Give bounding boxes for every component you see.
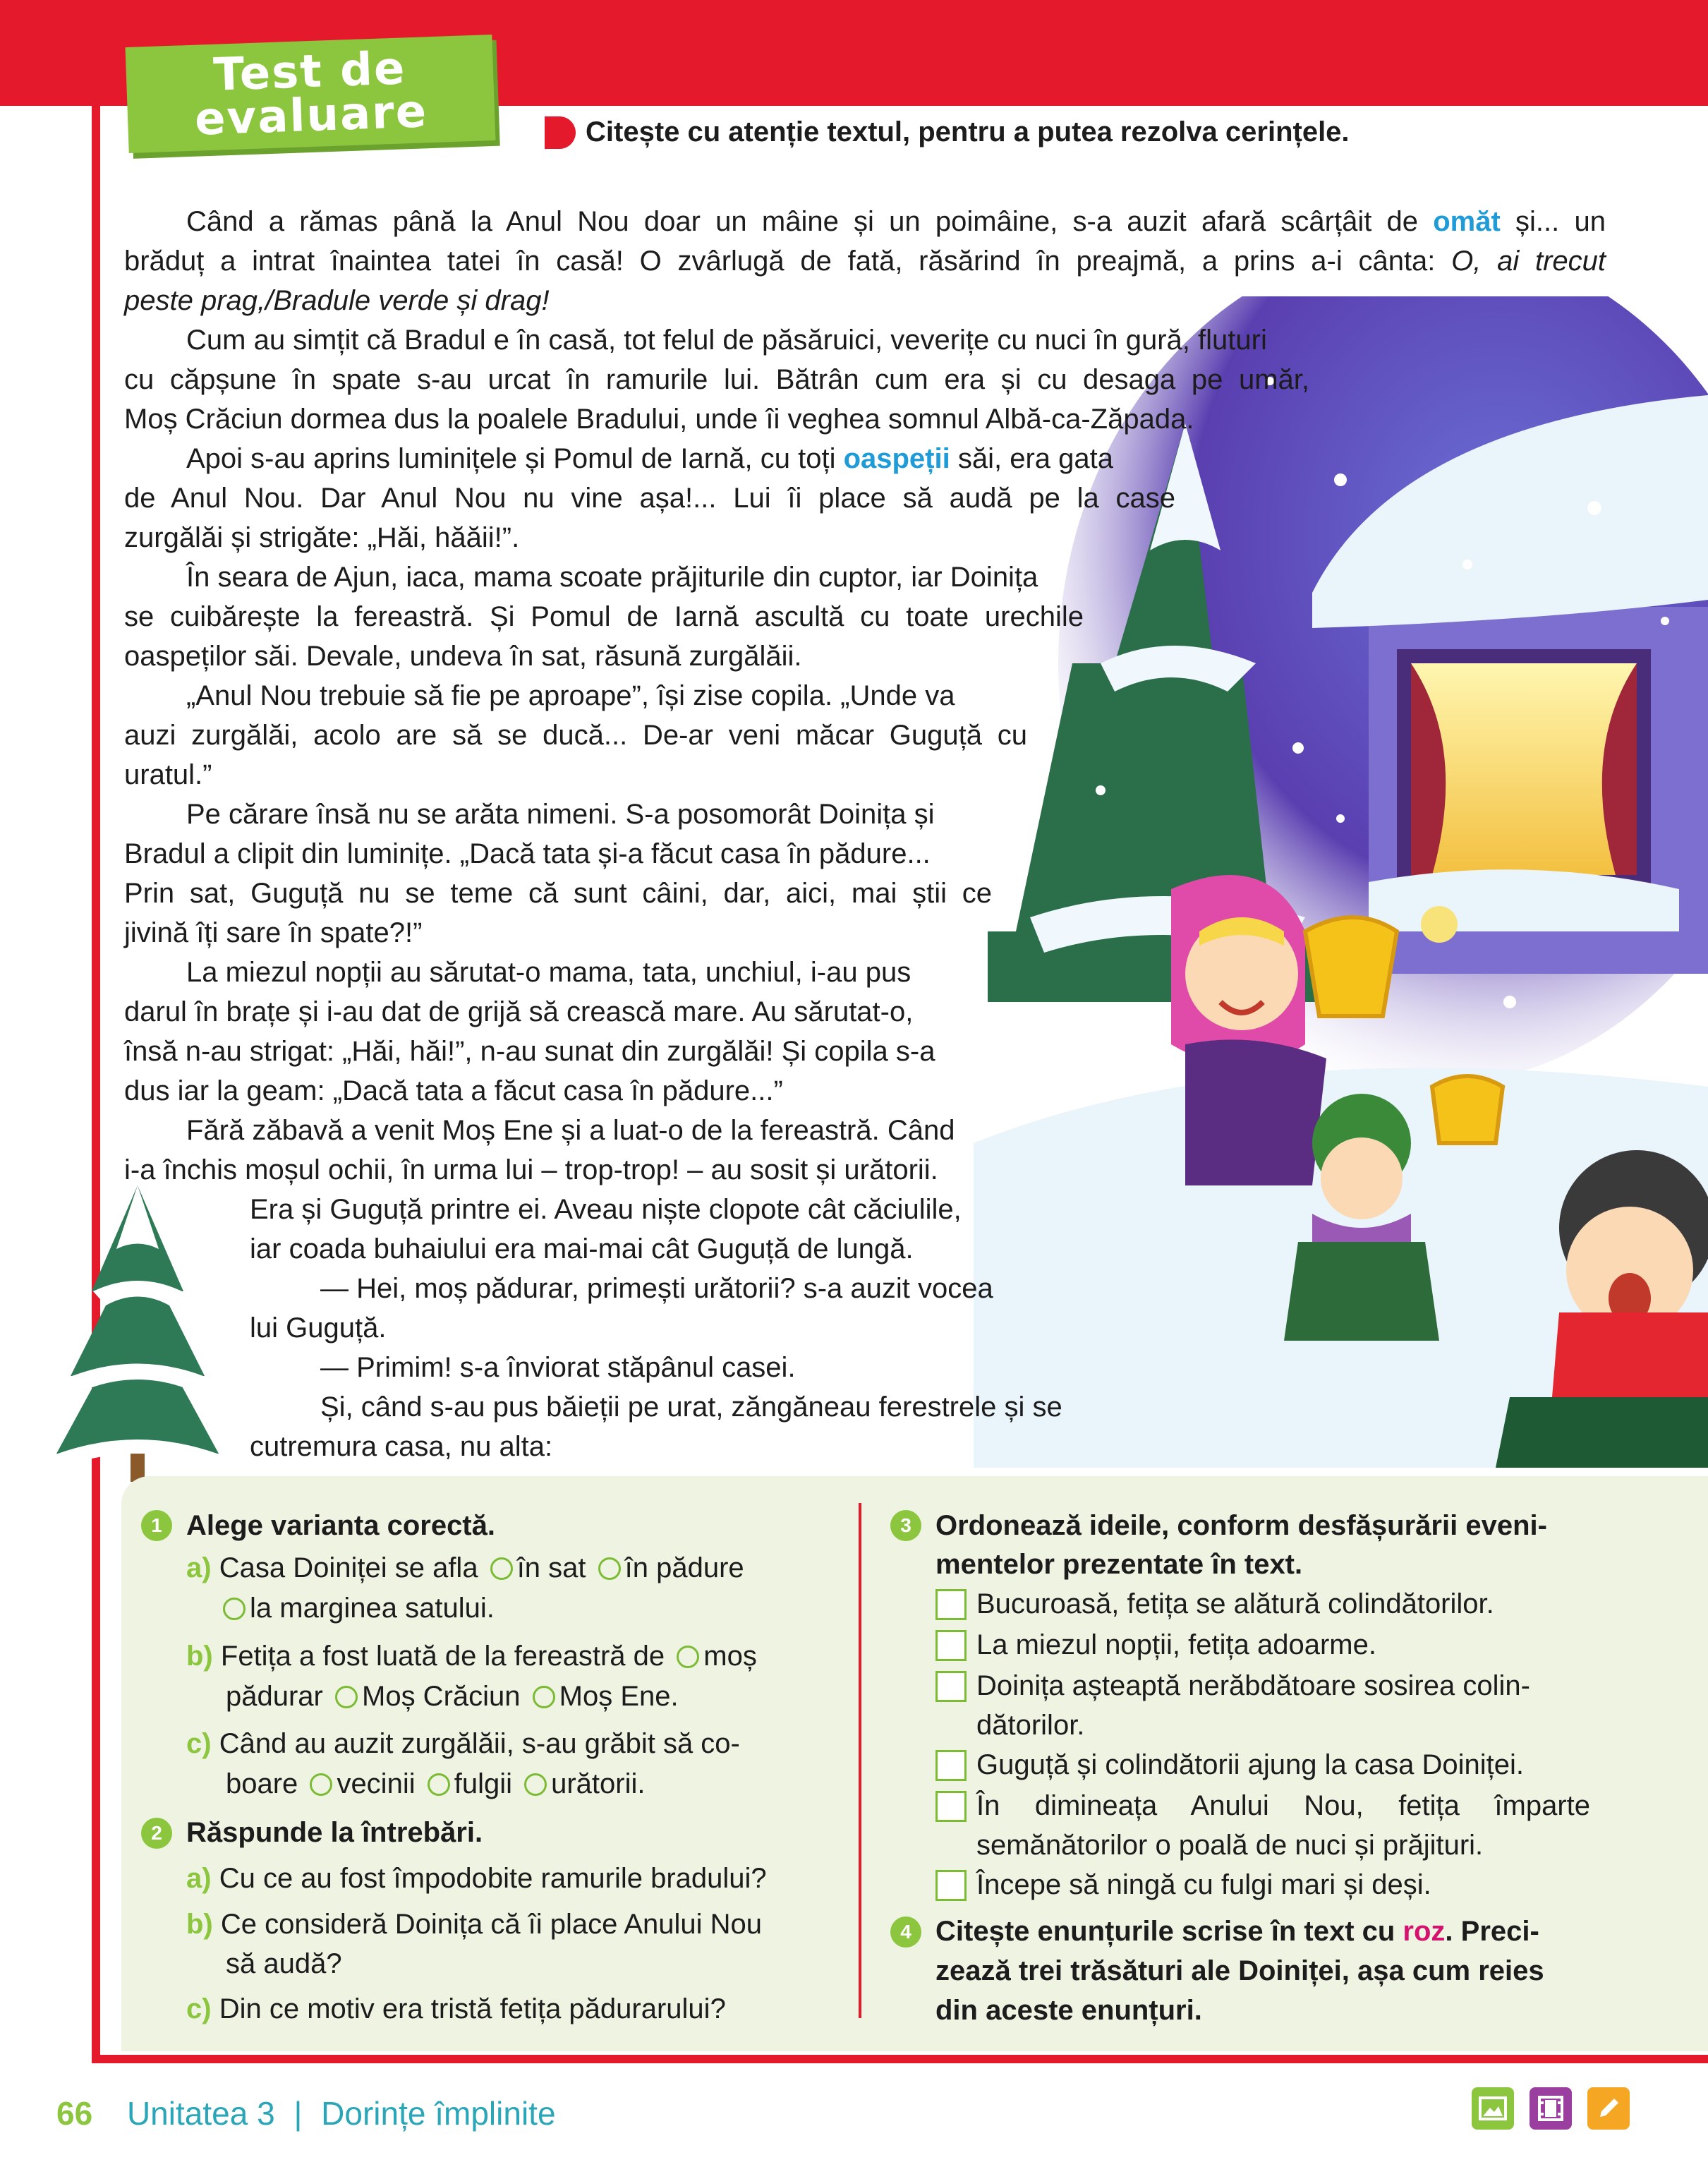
question-number-4: 4 bbox=[890, 1917, 921, 1948]
story-line: oaspeților săi. Devale, undeva în sat, răsună zurgălăii. bbox=[124, 641, 802, 672]
story-line: cutremura casa, nu alta: bbox=[250, 1431, 553, 1462]
story-line: Bradul a clipit din luminițe. „Dacă tata și-a făcut casa în pădure... bbox=[124, 838, 931, 869]
badge-line-2: evaluare bbox=[193, 85, 429, 146]
page-footer bbox=[56, 2094, 556, 2132]
story-text bbox=[124, 202, 1606, 1466]
q1-c: c) Când au auzit zurgălăii, s-au grăbit să co- bbox=[186, 1728, 740, 1759]
story-line: darul în brațe și i-au dat de grijă să crească mare. Au sărutat-o, bbox=[124, 996, 914, 1027]
option-radio[interactable] bbox=[310, 1773, 332, 1796]
option-radio[interactable] bbox=[490, 1557, 513, 1580]
keyword-oaspetii: oaspeții bbox=[843, 443, 950, 474]
option-radio[interactable] bbox=[524, 1773, 547, 1796]
story-line: auzi zurgălăi, acolo are să se ducă... De-ar veni măcar Guguță cu bbox=[124, 720, 1027, 751]
story-line: Moș Crăciun dormea dus la poalele Bradului, unde îi veghea somnul Albă-ca-Zăpada. bbox=[124, 404, 1194, 435]
order-item-2: La miezul nopții, fetița adoarme. bbox=[976, 1629, 1376, 1660]
instruction-marker bbox=[545, 116, 576, 149]
question-number-3: 3 bbox=[890, 1510, 921, 1541]
badge-line-1: Test de bbox=[212, 42, 407, 102]
q2-a: a) Cu ce au fost împodobite ramurile bradului? bbox=[186, 1863, 767, 1894]
q2-b: b) Ce consideră Doinița că îi place Anului Nou bbox=[186, 1909, 762, 1940]
question-number-2: 2 bbox=[141, 1818, 172, 1849]
option-radio[interactable] bbox=[533, 1686, 555, 1708]
keyword-omat: omăt bbox=[1433, 206, 1501, 237]
page-number: 66 bbox=[56, 2095, 93, 2132]
question-3-title-2: mentelor prezentate în text. bbox=[935, 1549, 1303, 1580]
story-line: — Hei, moș pădurar, primești urătorii? s-a auzit vocea bbox=[320, 1273, 993, 1304]
footer-separator: | bbox=[293, 2095, 303, 2132]
unit-label: Unitatea 3 bbox=[126, 2095, 275, 2132]
story-line: de Anul Nou. Dar Anul Nou nu vine așa!... Lui îi place să audă pe la case bbox=[124, 483, 1175, 514]
order-item-3: Doinița așteaptă nerăbdătoare sosirea colin- bbox=[976, 1670, 1530, 1701]
order-checkbox[interactable] bbox=[935, 1870, 967, 1901]
q1-c-cont: boare vecinii fulgii urătorii. bbox=[226, 1768, 646, 1799]
story-line: brăduț a intrat înaintea tatei în casă! O zvârlugă de fată, răsărind în preajmă, a prins a-i cânta: O, ai trecut bbox=[124, 246, 1606, 277]
question-3-title-1: Ordonează ideile, conform desfășurării eveni- bbox=[935, 1510, 1547, 1541]
story-line: se cuibărește la fereastră. Și Pomul de Iarnă ascultă cu toate urechile bbox=[124, 601, 1084, 632]
q1-b-cont: pădurar Moș Crăciun Moș Ene. bbox=[226, 1681, 679, 1712]
order-item-5-cont: semănătorilor o poală de nuci și prăjituri. bbox=[976, 1830, 1484, 1861]
order-item-5: În dimineața Anului Nou, fetița împarte bbox=[976, 1790, 1590, 1821]
story-line: jivină îți sare în spate?!” bbox=[124, 917, 423, 948]
option-radio[interactable] bbox=[223, 1598, 246, 1620]
order-checkbox[interactable] bbox=[935, 1791, 967, 1822]
story-line: În seara de Ajun, iaca, mama scoate prăjiturile din cuptor, iar Doinița bbox=[186, 562, 1038, 593]
page-frame-left bbox=[92, 99, 100, 2060]
q1-a-cont: la marginea satului. bbox=[219, 1589, 495, 1627]
story-line: Când a rămas până la Anul Nou doar un mâine și un poimâine, s-a auzit afară scârțâit de omăt și... un bbox=[186, 206, 1606, 237]
story-line: Fără zăbavă a venit Moș Ene și a luat-o de la fereastră. Când bbox=[186, 1115, 955, 1146]
story-line: — Primim! s-a înviorat stăpânul casei. bbox=[320, 1352, 796, 1383]
pencil-icon[interactable] bbox=[1587, 2087, 1630, 2130]
pink-keyword: roz bbox=[1403, 1916, 1446, 1947]
page-frame-bottom bbox=[92, 2055, 1708, 2063]
option-radio[interactable] bbox=[598, 1557, 621, 1580]
unit-title: Dorințe împlinite bbox=[321, 2095, 556, 2132]
question-number-1: 1 bbox=[141, 1510, 172, 1541]
order-checkbox[interactable] bbox=[935, 1589, 967, 1620]
question-2-title: Răspunde la întrebări. bbox=[186, 1817, 483, 1848]
order-item-3-cont: dătorilor. bbox=[976, 1710, 1085, 1741]
order-item-6: Începe să ningă cu fulgi mari și deși. bbox=[976, 1869, 1431, 1900]
story-line: i-a închis moșul ochii, în urma lui – trop-trop! – au sosit și urătorii. bbox=[124, 1154, 938, 1185]
film-icon[interactable] bbox=[1530, 2087, 1572, 2130]
option-radio[interactable] bbox=[335, 1686, 358, 1708]
image-icon[interactable] bbox=[1472, 2087, 1514, 2130]
story-line: lui Guguță. bbox=[250, 1312, 387, 1344]
story-line: zurgălăi și strigăte: „Hăi, hăăii!”. bbox=[124, 522, 520, 553]
story-line: iar coada buhaiului era mai-mai cât Guguță de lungă. bbox=[250, 1233, 914, 1264]
instruction-text: Citește cu atenție textul, pentru a putea rezolva cerințele. bbox=[586, 116, 1350, 147]
order-checkbox[interactable] bbox=[935, 1671, 967, 1702]
story-line: „Anul Nou trebuie să fie pe aproape”, își zise copila. „Unde va bbox=[186, 680, 955, 711]
story-line: peste prag,/Bradule verde și drag! bbox=[124, 285, 550, 316]
story-line: uratul.” bbox=[124, 759, 212, 790]
order-checkbox[interactable] bbox=[935, 1750, 967, 1781]
option-radio[interactable] bbox=[677, 1646, 699, 1668]
story-line: însă n-au strigat: „Hăi, hăi!”, n-au sunat din zurgălăi! Și copila s-a bbox=[124, 1036, 935, 1067]
story-line: Cum au simțit că Bradul e în casă, tot felul de păsăruici, veverițe cu nuci în gură, fluturi bbox=[186, 325, 1267, 356]
story-line: dus iar la geam: „Dacă tata a făcut casa în pădure...” bbox=[124, 1075, 783, 1106]
order-item-1: Bucuroasă, fetița se alătură colindătorilor. bbox=[976, 1588, 1494, 1619]
test-badge bbox=[126, 35, 496, 153]
question-4-line-1: Citește enunțurile scrise în text cu roz. Preci- bbox=[935, 1916, 1539, 1947]
story-line: Prin sat, Guguță nu se teme că sunt câini, dar, aici, mai știi ce bbox=[124, 878, 992, 909]
q1-a: a) Casa Doiniței se afla în sat în pădure bbox=[186, 1552, 744, 1583]
story-line: cu căpșune în spate s-au urcat în ramurile lui. Bătrân cum era și cu desaga pe umăr, bbox=[124, 364, 1309, 395]
option-radio[interactable] bbox=[428, 1773, 450, 1796]
story-line: Pe cărare însă nu se arăta nimeni. S-a posomorât Doinița și bbox=[186, 799, 935, 830]
q2-b-cont: să audă? bbox=[226, 1948, 342, 1979]
order-checkbox[interactable] bbox=[935, 1630, 967, 1661]
q1-b: b) Fetița a fost luată de la fereastră de moș bbox=[186, 1641, 757, 1672]
question-4-line-3: din aceste enunțuri. bbox=[935, 1995, 1202, 2026]
order-item-4: Guguță și colindătorii ajung la casa Doiniței. bbox=[976, 1749, 1524, 1780]
story-line: Era și Guguță printre ei. Aveau niște clopote cât căciulile, bbox=[250, 1194, 962, 1225]
q2-c: c) Din ce motiv era tristă fetița pădurarului? bbox=[186, 1993, 726, 2024]
story-line: La miezul nopții au sărutat-o mama, tata, unchiul, i-au pus bbox=[186, 957, 911, 988]
question-1-title: Alege varianta corectă. bbox=[186, 1510, 495, 1541]
question-4-line-2: zează trei trăsături ale Doiniței, așa cum reies bbox=[935, 1955, 1544, 1986]
story-line: Și, când s-au pus băieții pe urat, zăngăneau ferestrele și se bbox=[320, 1392, 1062, 1423]
column-divider bbox=[859, 1503, 861, 2018]
story-line: Apoi s-au aprins luminițele și Pomul de Iarnă, cu toți oaspeții săi, era gata bbox=[186, 443, 1113, 474]
